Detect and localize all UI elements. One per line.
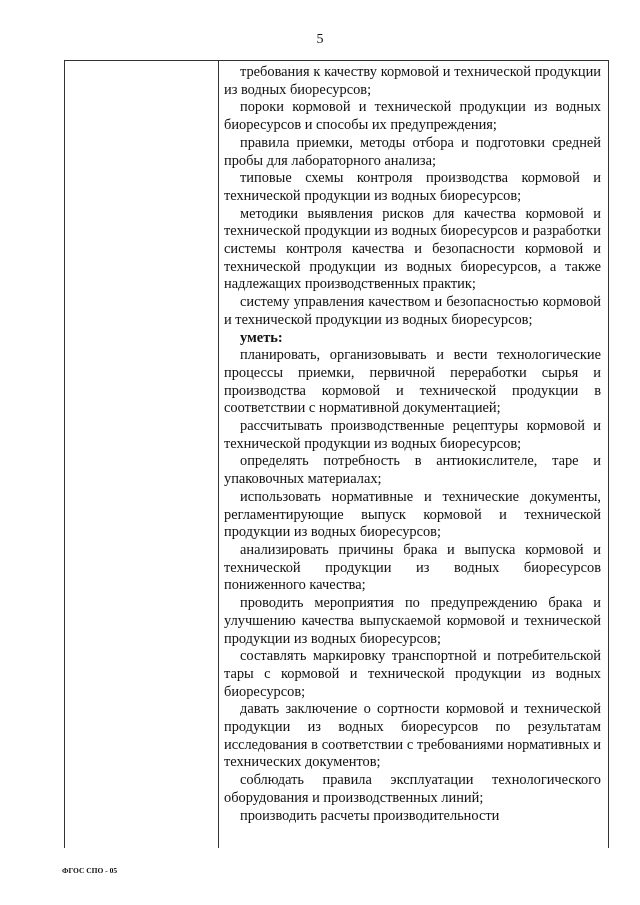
- list-item: проводить мероприятия по предупреждению брака и улучшению качества выпускаемой кормовой и технической продукции из водных биоресурсов;: [224, 595, 601, 647]
- list-item: планировать, организовывать и вести технологические процессы приемки, первичной переработки сырья и производства кормовой и технической продукции в соответствии с нормативной документацией;: [224, 347, 601, 417]
- list-item: методики выявления рисков для качества кормовой и технической продукции из водных биоресурсов и разработки системы контроля качества и безопасности кормовой и технической продукции из водных биоресурсов, а также надлежащих производственных практик;: [224, 205, 601, 293]
- list-item: анализировать причины брака и выпуска кормовой и технической продукции из водных биоресурсов пониженного качества;: [224, 541, 601, 594]
- list-item: составлять маркировку транспортной и потребительской тары с кормовой и технической продукции из водных биоресурсов;: [224, 648, 601, 700]
- list-item: давать заключение о сортности кормовой и технической продукции из водных биоресурсов по результатам исследования в соответствии с требованиями нормативных и технических документов;: [224, 701, 601, 771]
- list-item: требования к качеству кормовой и технической продукции из водных биоресурсов;: [224, 64, 601, 98]
- list-item: правила приемки, методы отбора и подготовки средней пробы для лабораторного анализа;: [224, 134, 601, 169]
- list-item: определять потребность в антиокислителе, таре и упаковочных материалах;: [224, 453, 601, 488]
- list-item: систему управления качеством и безопасностью кормовой и технической продукции из водных биоресурсов;: [224, 294, 601, 328]
- table-left-column: [65, 61, 219, 848]
- page-number: 5: [316, 32, 324, 47]
- competency-table: [64, 60, 609, 848]
- list-item: использовать нормативные и технические документы, регламентирующие выпуск кормовой и технической продукции из водных биоресурсов;: [224, 488, 601, 541]
- list-item: типовые схемы контроля производства кормовой и технической продукции из водных биоресурсов;: [224, 170, 601, 204]
- table-right-column: [219, 61, 608, 848]
- footer-code: ФГОС СПО - 05: [62, 866, 118, 875]
- section-heading-umet: уметь:: [240, 329, 283, 346]
- list-item: производить расчеты производительности: [240, 807, 500, 824]
- list-item: пороки кормовой и технической продукции из водных биоресурсов и способы их предупреждения;: [224, 99, 601, 134]
- list-item: соблюдать правила эксплуатации технологического оборудования и производственных линий;: [224, 772, 601, 806]
- list-item: рассчитывать производственные рецептуры кормовой и технической продукции из водных биоресурсов;: [224, 418, 601, 452]
